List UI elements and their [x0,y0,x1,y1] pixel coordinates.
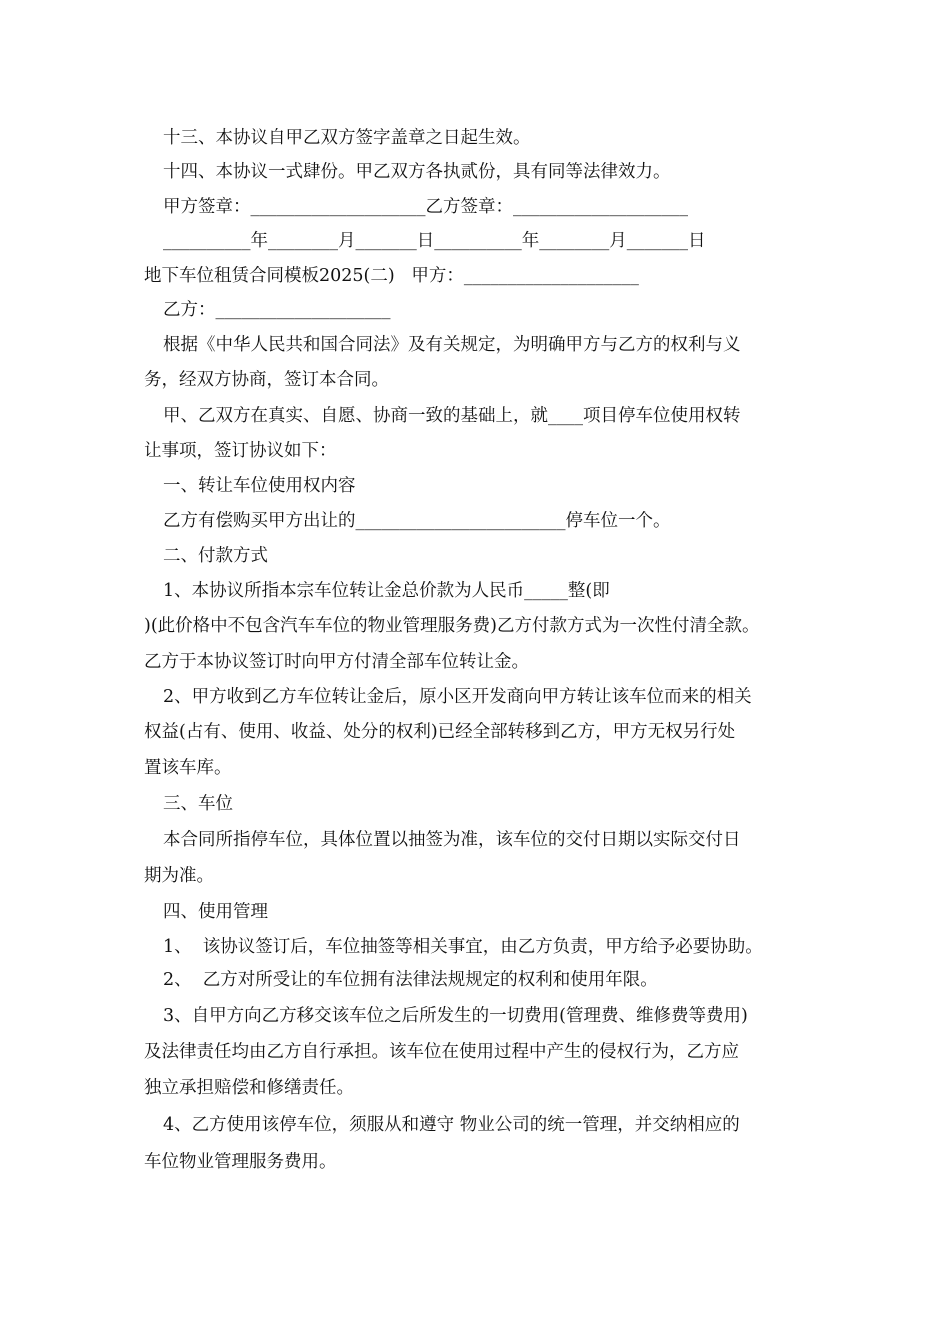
date-line: __________年________月_______日__________年________月_______日 [163,231,706,251]
paragraph-line: 独立承担赔偿和修缮责任。 [144,1078,354,1098]
paragraph-line: 2、甲方收到乙方车位转让金后，原小区开发商向甲方转让该车位而来的相关 [163,687,752,707]
paragraph-line: 乙方有偿购买甲方出让的________________________停车位一个。 [163,511,671,531]
paragraph-line: 1、 该协议签订后，车位抽签等相关事宜，由乙方负责，甲方给予必要协助。 [163,937,763,957]
paragraph-line: 及法律责任均由乙方自行承担。该车位在使用过程中产生的侵权行为，乙方应 [144,1042,739,1062]
paragraph-line: 期为准。 [144,866,214,886]
paragraph-line: 权益(占有、使用、收益、处分的权利)已经全部转移到乙方，甲方无权另行处 [144,722,736,742]
section-heading: 四、使用管理 [163,902,268,922]
section-heading: 二、付款方式 [163,546,268,566]
paragraph-line: 根据《中华人民共和国合同法》及有关规定，为明确甲方与乙方的权利与义 [163,335,741,355]
paragraph-line: 车位物业管理服务费用。 [144,1152,337,1172]
paragraph-line: 3、自甲方向乙方移交该车位之后所发生的一切费用(管理费、维修费等费用) [163,1006,748,1026]
paragraph-line: 1、本协议所指本宗车位转让金总价款为人民币_____整(即 [163,581,610,601]
paragraph-line: 让事项，签订协议如下： [144,441,337,461]
section-heading: 一、转让车位使用权内容 [163,476,356,496]
paragraph-line: 甲、乙双方在真实、自愿、协商一致的基础上，就____项目停车位使用权转 [163,406,741,426]
section-heading: 三、车位 [163,794,233,814]
clause-13: 十三、本协议自甲乙双方签字盖章之日起生效。 [163,128,531,148]
contract-title-line: 地下车位租赁合同模板2025(二) 甲方：____________________ [144,266,639,286]
paragraph-line: 乙方于本协议签订时向甲方付清全部车位转让金。 [144,652,529,672]
paragraph-line: 本合同所指停车位，具体位置以抽签为准，该车位的交付日期以实际交付日 [163,830,741,850]
signature-line: 甲方签章：____________________乙方签章：____________________ [163,197,688,217]
paragraph-line: )(此价格中不包含汽车车位的物业管理服务费)乙方付款方式为一次性付清全款。 [144,616,760,636]
paragraph-line: 务，经双方协商，签订本合同。 [144,370,389,390]
clause-14: 十四、本协议一式肆份。甲乙双方各执贰份，具有同等法律效力。 [163,162,671,182]
paragraph-line: 置该车库。 [144,758,232,778]
paragraph-line: 2、 乙方对所受让的车位拥有法律法规规定的权利和使用年限。 [163,970,658,990]
party-b-line: 乙方：____________________ [163,300,391,320]
paragraph-line: 4、乙方使用该停车位，须服从和遵守 物业公司的统一管理，并交纳相应的 [163,1115,740,1135]
